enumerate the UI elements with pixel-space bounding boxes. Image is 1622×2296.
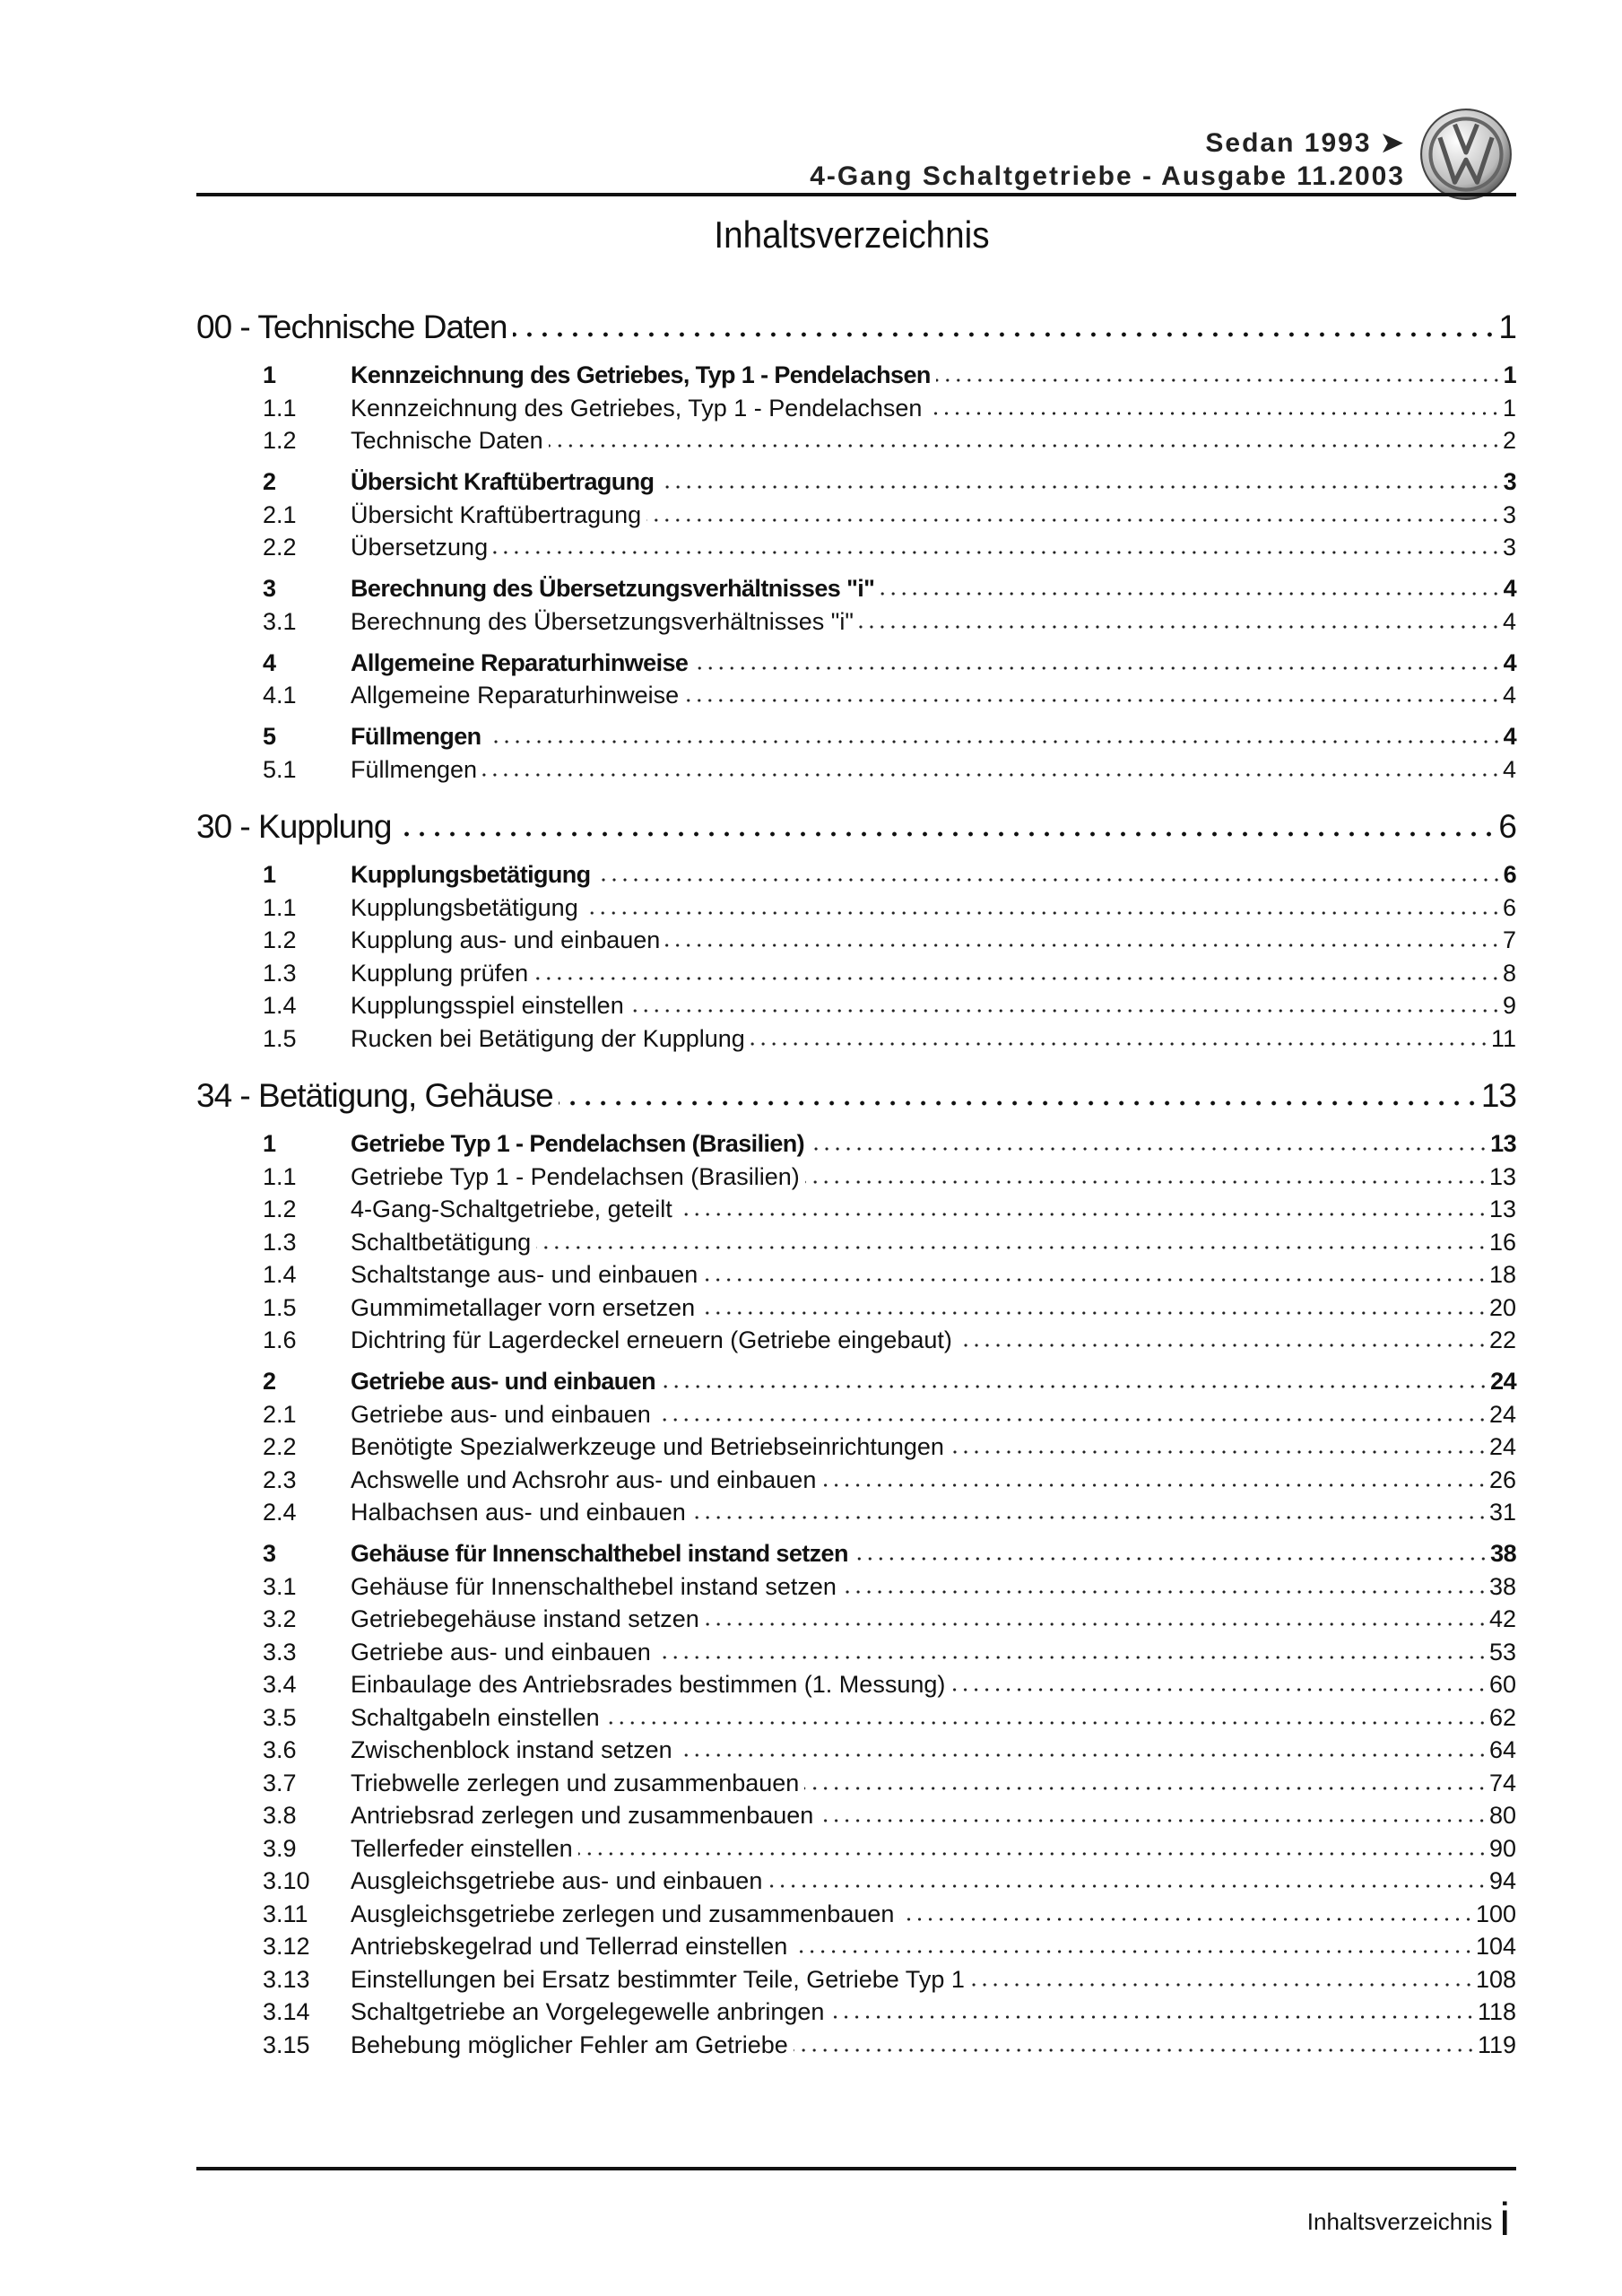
entry-number: 3.1 bbox=[263, 1572, 297, 1600]
dot-leader bbox=[678, 1752, 1488, 1758]
dot-leader bbox=[805, 1179, 1488, 1185]
entry-number: 2 bbox=[263, 1368, 276, 1395]
entry-number: 3.4 bbox=[263, 1671, 297, 1698]
entry-title: Rucken bei Betätigung der Kupplung bbox=[351, 1024, 745, 1052]
dot-leader bbox=[396, 831, 1496, 838]
toc-entry[interactable] bbox=[196, 858, 1516, 891]
entry-page: 4 bbox=[1503, 648, 1516, 676]
entry-title: Triebwelle zerlegen und zusammenbauen bbox=[351, 1769, 800, 1796]
toc-entry[interactable] bbox=[196, 1898, 1516, 1931]
toc-entry[interactable] bbox=[196, 1258, 1516, 1292]
entry-number: 1.5 bbox=[263, 1293, 297, 1321]
entry-page: 6 bbox=[1503, 861, 1516, 888]
entry-page: 6 bbox=[1502, 893, 1516, 921]
toc-entry[interactable] bbox=[196, 1127, 1516, 1161]
entry-title: Übersicht Kraftübertragung bbox=[351, 500, 642, 528]
dot-leader bbox=[705, 1622, 1488, 1627]
dot-leader bbox=[536, 1245, 1488, 1250]
dot-leader bbox=[970, 1982, 1474, 1987]
table-of-contents bbox=[196, 305, 1516, 2061]
toc-chapter[interactable] bbox=[196, 804, 1516, 849]
entry-title: Kupplungsspiel einstellen bbox=[351, 992, 624, 1019]
toc-entry[interactable] bbox=[196, 989, 1516, 1022]
entry-page: 16 bbox=[1488, 1228, 1516, 1256]
entry-number: 5 bbox=[263, 723, 276, 750]
dot-leader bbox=[665, 943, 1501, 948]
dot-leader bbox=[854, 1556, 1488, 1561]
entry-title: Ausgleichsgetriebe aus- und einbauen bbox=[351, 1867, 763, 1894]
entry-page: 38 bbox=[1490, 1540, 1516, 1567]
dot-leader bbox=[927, 411, 1501, 416]
dot-leader bbox=[656, 1655, 1488, 1660]
toc-entry[interactable] bbox=[196, 679, 1516, 712]
entry-page: 13 bbox=[1480, 1077, 1516, 1114]
entry-page: 100 bbox=[1475, 1900, 1516, 1927]
entry-page: 11 bbox=[1490, 1024, 1516, 1052]
dot-leader bbox=[659, 484, 1501, 490]
toc-entry[interactable] bbox=[196, 392, 1516, 425]
entry-page: 18 bbox=[1488, 1261, 1516, 1288]
toc-entry[interactable] bbox=[196, 2029, 1516, 2062]
entry-number: 2.1 bbox=[263, 500, 297, 528]
entry-number: 3.14 bbox=[263, 1998, 310, 2025]
dot-leader bbox=[513, 331, 1497, 338]
entry-number: 1.1 bbox=[263, 1162, 297, 1190]
entry-page: 13 bbox=[1488, 1196, 1516, 1222]
entry-page: 1 bbox=[1503, 361, 1516, 388]
entry-number: 2.2 bbox=[263, 1433, 297, 1460]
toc-entry[interactable] bbox=[196, 647, 1516, 680]
entry-page: 8 bbox=[1502, 959, 1516, 987]
toc-entry[interactable] bbox=[196, 1734, 1516, 1767]
entry-number: 3 bbox=[263, 1540, 276, 1567]
entry-number: 3.12 bbox=[263, 1933, 310, 1960]
dot-leader bbox=[768, 1883, 1488, 1889]
dot-leader bbox=[629, 1008, 1501, 1013]
toc-entry[interactable] bbox=[196, 424, 1516, 457]
toc-entry[interactable] bbox=[196, 1799, 1516, 1832]
entry-page: 13 bbox=[1488, 1162, 1516, 1190]
entry-page: 38 bbox=[1488, 1572, 1516, 1600]
entry-number: 3.13 bbox=[263, 1965, 310, 1993]
entry-title: Übersetzung bbox=[351, 534, 489, 561]
dot-leader bbox=[880, 591, 1501, 596]
entry-title: 4-Gang-Schaltgetriebe, geteilt bbox=[351, 1196, 672, 1222]
entry-title: Schaltgabeln einstellen bbox=[351, 1703, 600, 1731]
toc-entry[interactable] bbox=[196, 1022, 1516, 1056]
entry-page: 6 bbox=[1498, 808, 1516, 845]
entry-title: Getriebe Typ 1 - Pendelachsen (Brasilien) bbox=[351, 1162, 800, 1190]
entry-number: 2.3 bbox=[263, 1465, 297, 1493]
entry-number: 3.1 bbox=[263, 607, 297, 635]
entry-number: 3.10 bbox=[263, 1867, 310, 1894]
toc-entry[interactable] bbox=[196, 1636, 1516, 1669]
entry-number: 2.1 bbox=[263, 1400, 297, 1428]
entry-title: Dichtring für Lagerdeckel erneuern (Getriebe eingebaut) bbox=[351, 1326, 952, 1353]
entry-page: 108 bbox=[1475, 1965, 1516, 1993]
entry-page: 4 bbox=[1502, 682, 1516, 709]
toc-entry[interactable] bbox=[196, 1496, 1516, 1529]
toc-entry[interactable] bbox=[196, 753, 1516, 787]
dot-leader bbox=[950, 1687, 1488, 1692]
entry-number: 2 bbox=[263, 468, 276, 495]
entry-title: Kupplung prüfen bbox=[351, 959, 529, 987]
entry-page: 2 bbox=[1502, 427, 1516, 454]
entry-title: Übersicht Kraftübertragung bbox=[351, 468, 655, 495]
entry-page: 60 bbox=[1488, 1671, 1516, 1698]
toc-entry[interactable] bbox=[196, 891, 1516, 925]
entry-page: 22 bbox=[1488, 1326, 1516, 1353]
entry-page: 1 bbox=[1502, 394, 1516, 422]
toc-chapter[interactable] bbox=[196, 1074, 1516, 1118]
dot-leader bbox=[549, 443, 1501, 448]
toc-entry[interactable] bbox=[196, 1537, 1516, 1570]
entry-page: 64 bbox=[1488, 1736, 1516, 1763]
dot-leader bbox=[842, 1589, 1488, 1595]
page-title: Inhaltsverzeichnis bbox=[714, 213, 990, 256]
entry-number: 1.2 bbox=[263, 1196, 297, 1222]
toc-entry[interactable] bbox=[196, 1603, 1516, 1636]
entry-title: Füllmengen bbox=[351, 723, 481, 750]
entry-number: 1 bbox=[263, 861, 276, 888]
toc-entry[interactable] bbox=[196, 924, 1516, 957]
dot-leader bbox=[936, 378, 1502, 383]
toc-entry[interactable] bbox=[196, 1570, 1516, 1604]
entry-page: 53 bbox=[1488, 1638, 1516, 1665]
entry-page: 94 bbox=[1488, 1867, 1516, 1894]
entry-title: Berechnung des Übersetzungsverhältnisses "i" bbox=[351, 575, 875, 602]
toc-chapter[interactable] bbox=[196, 305, 1516, 350]
entry-title: Achswelle und Achsrohr aus- und einbauen bbox=[351, 1465, 817, 1493]
entry-number: 2.2 bbox=[263, 534, 297, 561]
entry-title: Technische Daten bbox=[351, 427, 543, 454]
entry-page: 4 bbox=[1503, 723, 1516, 750]
entry-title: Antriebskegelrad und Tellerrad einstellen bbox=[351, 1933, 788, 1960]
entry-number: 3.7 bbox=[263, 1769, 297, 1796]
toc-entry[interactable] bbox=[196, 1832, 1516, 1866]
dot-leader bbox=[559, 1100, 1479, 1107]
entry-number: 3.3 bbox=[263, 1638, 297, 1665]
entry-page: 13 bbox=[1490, 1130, 1516, 1157]
dot-leader bbox=[656, 1417, 1488, 1422]
entry-number: 1.6 bbox=[263, 1326, 297, 1353]
entry-title: Füllmengen bbox=[351, 755, 478, 783]
toc-entry[interactable] bbox=[196, 465, 1516, 499]
entry-number: 5.1 bbox=[263, 755, 297, 783]
entry-title: Getriebe aus- und einbauen bbox=[351, 1638, 651, 1665]
toc-entry[interactable] bbox=[196, 1668, 1516, 1701]
toc-entry[interactable] bbox=[196, 720, 1516, 753]
entry-page: 1 bbox=[1498, 309, 1516, 345]
entry-title: Getriebe Typ 1 - Pendelachsen (Brasilien) bbox=[351, 1130, 805, 1157]
entry-title: Einstellungen bei Ersatz bestimmter Teile, Getriebe Typ 1 bbox=[351, 1965, 965, 1993]
toc-entry[interactable] bbox=[196, 1464, 1516, 1497]
entry-number: 1 bbox=[263, 1130, 276, 1157]
entry-title: Kennzeichnung des Getriebes, Typ 1 - Pendelachsen bbox=[351, 361, 931, 388]
entry-page: 119 bbox=[1477, 2031, 1516, 2058]
dot-leader bbox=[691, 1515, 1488, 1520]
entry-title: Gummimetallager vorn ersetzen bbox=[351, 1293, 696, 1321]
entry-page: 4 bbox=[1503, 575, 1516, 602]
entry-title: 34 - Betätigung, Gehäuse bbox=[196, 1077, 553, 1114]
entry-number: 1.3 bbox=[263, 959, 297, 987]
entry-page: 7 bbox=[1502, 926, 1516, 953]
entry-number: 2.4 bbox=[263, 1499, 297, 1526]
entry-title: Schaltgetriebe an Vorgelegewelle anbringen bbox=[351, 1998, 825, 2025]
toc-entry[interactable] bbox=[196, 605, 1516, 639]
entry-page: 4 bbox=[1502, 755, 1516, 783]
entry-number: 3.6 bbox=[263, 1736, 297, 1763]
dot-leader bbox=[829, 2014, 1476, 2020]
footer bbox=[1307, 2193, 1510, 2247]
entry-title: Allgemeine Reparaturhinweise bbox=[351, 648, 689, 676]
entry-title: Kupplung aus- und einbauen bbox=[351, 926, 661, 953]
toc-entry[interactable] bbox=[196, 1963, 1516, 1996]
toc-entry[interactable] bbox=[196, 1398, 1516, 1431]
dot-leader bbox=[684, 698, 1501, 703]
dot-leader bbox=[819, 1818, 1488, 1823]
entry-page: 74 bbox=[1488, 1769, 1516, 1796]
dot-leader bbox=[584, 910, 1501, 916]
entry-page: 118 bbox=[1477, 1998, 1516, 2025]
header-rule bbox=[196, 193, 1516, 196]
entry-title: Schaltstange aus- und einbauen bbox=[351, 1261, 698, 1288]
dot-leader bbox=[661, 1384, 1488, 1389]
entry-page: 104 bbox=[1475, 1933, 1516, 1960]
entry-title: Gehäuse für Innenschalthebel instand setzen bbox=[351, 1572, 837, 1600]
entry-page: 4 bbox=[1502, 607, 1516, 635]
entry-title: Getriebe aus- und einbauen bbox=[351, 1400, 651, 1428]
entry-number: 1.4 bbox=[263, 992, 297, 1019]
toc-entry[interactable] bbox=[196, 359, 1516, 392]
dot-leader bbox=[700, 1310, 1488, 1316]
toc-entry[interactable] bbox=[196, 1930, 1516, 1963]
dot-leader bbox=[899, 1917, 1474, 1922]
model-text: Sedan 1993 bbox=[1205, 128, 1372, 158]
entry-page: 80 bbox=[1488, 1802, 1516, 1829]
entry-title: Tellerfeder einstellen bbox=[351, 1834, 573, 1862]
entry-number: 1.5 bbox=[263, 1024, 297, 1052]
toc-entry[interactable] bbox=[196, 1767, 1516, 1800]
entry-title: Einbaulage des Antriebsrades bestimmen (1. Messung) bbox=[351, 1671, 946, 1698]
dot-leader bbox=[793, 1949, 1474, 1954]
header-subtitle: 4-Gang Schaltgetriebe - Ausgabe 11.2003 bbox=[810, 161, 1405, 191]
entry-title: Halbachsen aus- und einbauen bbox=[351, 1499, 686, 1526]
toc-entry[interactable] bbox=[196, 499, 1516, 532]
entry-page: 3 bbox=[1502, 500, 1516, 528]
entry-page: 20 bbox=[1488, 1293, 1516, 1321]
dot-leader bbox=[482, 772, 1501, 778]
toc-entry[interactable] bbox=[196, 572, 1516, 605]
toc-entry[interactable] bbox=[196, 1161, 1516, 1194]
entry-title: 00 - Technische Daten bbox=[196, 309, 507, 345]
toc-entry[interactable] bbox=[196, 1292, 1516, 1325]
toc-entry[interactable] bbox=[196, 1226, 1516, 1259]
entry-number: 1.2 bbox=[263, 926, 297, 953]
dot-leader bbox=[958, 1343, 1488, 1348]
dot-leader bbox=[810, 1146, 1488, 1152]
entry-page: 24 bbox=[1488, 1400, 1516, 1428]
entry-number: 4 bbox=[263, 648, 276, 676]
vw-logo bbox=[1419, 108, 1513, 201]
entry-page: 31 bbox=[1488, 1499, 1516, 1526]
entry-title: Schaltbetätigung bbox=[351, 1228, 532, 1256]
entry-title: Kupplungsbetätigung bbox=[351, 893, 578, 921]
dot-leader bbox=[646, 517, 1501, 523]
toc-entry[interactable] bbox=[196, 1701, 1516, 1735]
entry-title: Behebung möglicher Fehler am Getriebe bbox=[351, 2031, 788, 2058]
dot-leader bbox=[596, 877, 1502, 883]
toc-entry[interactable] bbox=[196, 531, 1516, 564]
entry-number: 3 bbox=[263, 575, 276, 602]
dot-leader bbox=[750, 1041, 1489, 1047]
entry-number: 3.8 bbox=[263, 1802, 297, 1829]
dot-leader bbox=[493, 550, 1501, 555]
entry-title: Getriebe aus- und einbauen bbox=[351, 1368, 655, 1395]
entry-page: 9 bbox=[1502, 992, 1516, 1019]
entry-number: 1 bbox=[263, 361, 276, 388]
entry-title: Kennzeichnung des Getriebes, Typ 1 - Pendelachsen bbox=[351, 394, 923, 422]
footer-label: Inhaltsverzeichnis bbox=[1306, 2208, 1493, 2235]
entry-page: 24 bbox=[1488, 1433, 1516, 1460]
entry-page: 3 bbox=[1503, 468, 1516, 495]
entry-page: 26 bbox=[1488, 1465, 1516, 1493]
entry-title: Allgemeine Reparaturhinweise bbox=[351, 682, 680, 709]
entry-title: Zwischenblock instand setzen bbox=[351, 1736, 672, 1763]
entry-number: 1.4 bbox=[263, 1261, 297, 1288]
entry-title: 30 - Kupplung bbox=[196, 808, 392, 845]
dot-leader bbox=[821, 1483, 1488, 1488]
header-model bbox=[1205, 127, 1405, 159]
dot-leader bbox=[804, 1786, 1488, 1791]
dot-leader bbox=[950, 1449, 1488, 1455]
dot-leader bbox=[605, 1720, 1488, 1726]
entry-page: 3 bbox=[1502, 534, 1516, 561]
page-number: i bbox=[1499, 2194, 1510, 2246]
entry-page: 24 bbox=[1490, 1368, 1516, 1395]
entry-number: 3.2 bbox=[263, 1605, 297, 1632]
dot-leader bbox=[859, 624, 1501, 630]
dot-leader bbox=[794, 2048, 1476, 2053]
toc-entry[interactable] bbox=[196, 1865, 1516, 1898]
entry-title: Getriebegehäuse instand setzen bbox=[351, 1605, 699, 1632]
toc-entry[interactable] bbox=[196, 1193, 1516, 1226]
entry-page: 42 bbox=[1488, 1605, 1516, 1632]
arrow-icon: ➤ bbox=[1380, 128, 1405, 158]
entry-number: 1.1 bbox=[263, 394, 297, 422]
footer-rule bbox=[196, 2167, 1516, 2170]
entry-number: 3.11 bbox=[263, 1900, 308, 1927]
entry-title: Ausgleichsgetriebe zerlegen und zusammenbauen bbox=[351, 1900, 895, 1927]
toc-entry[interactable] bbox=[196, 1996, 1516, 2029]
toc-entry[interactable] bbox=[196, 1365, 1516, 1398]
entry-page: 90 bbox=[1488, 1834, 1516, 1862]
entry-page: 62 bbox=[1488, 1703, 1516, 1731]
toc-entry[interactable] bbox=[196, 1324, 1516, 1357]
dot-leader bbox=[693, 665, 1501, 671]
entry-number: 3.9 bbox=[263, 1834, 297, 1862]
toc-entry[interactable] bbox=[196, 1431, 1516, 1464]
dot-leader bbox=[703, 1277, 1488, 1283]
dot-leader bbox=[487, 739, 1502, 744]
toc-entry[interactable] bbox=[196, 957, 1516, 990]
entry-title: Berechnung des Übersetzungsverhältnisses "i" bbox=[351, 607, 854, 635]
entry-number: 1.1 bbox=[263, 893, 297, 921]
dot-leader bbox=[578, 1851, 1488, 1857]
dot-leader bbox=[533, 976, 1501, 981]
entry-number: 1.3 bbox=[263, 1228, 297, 1256]
entry-title: Gehäuse für Innenschalthebel instand setzen bbox=[351, 1540, 848, 1567]
entry-title: Kupplungsbetätigung bbox=[351, 861, 591, 888]
entry-number: 3.5 bbox=[263, 1703, 297, 1731]
entry-title: Antriebsrad zerlegen und zusammenbauen bbox=[351, 1802, 814, 1829]
entry-number: 4.1 bbox=[263, 682, 297, 709]
entry-number: 3.15 bbox=[263, 2031, 310, 2058]
entry-title: Benötigte Spezialwerkzeuge und Betriebseinrichtungen bbox=[351, 1433, 944, 1460]
dot-leader bbox=[678, 1212, 1488, 1217]
entry-number: 1.2 bbox=[263, 427, 297, 454]
